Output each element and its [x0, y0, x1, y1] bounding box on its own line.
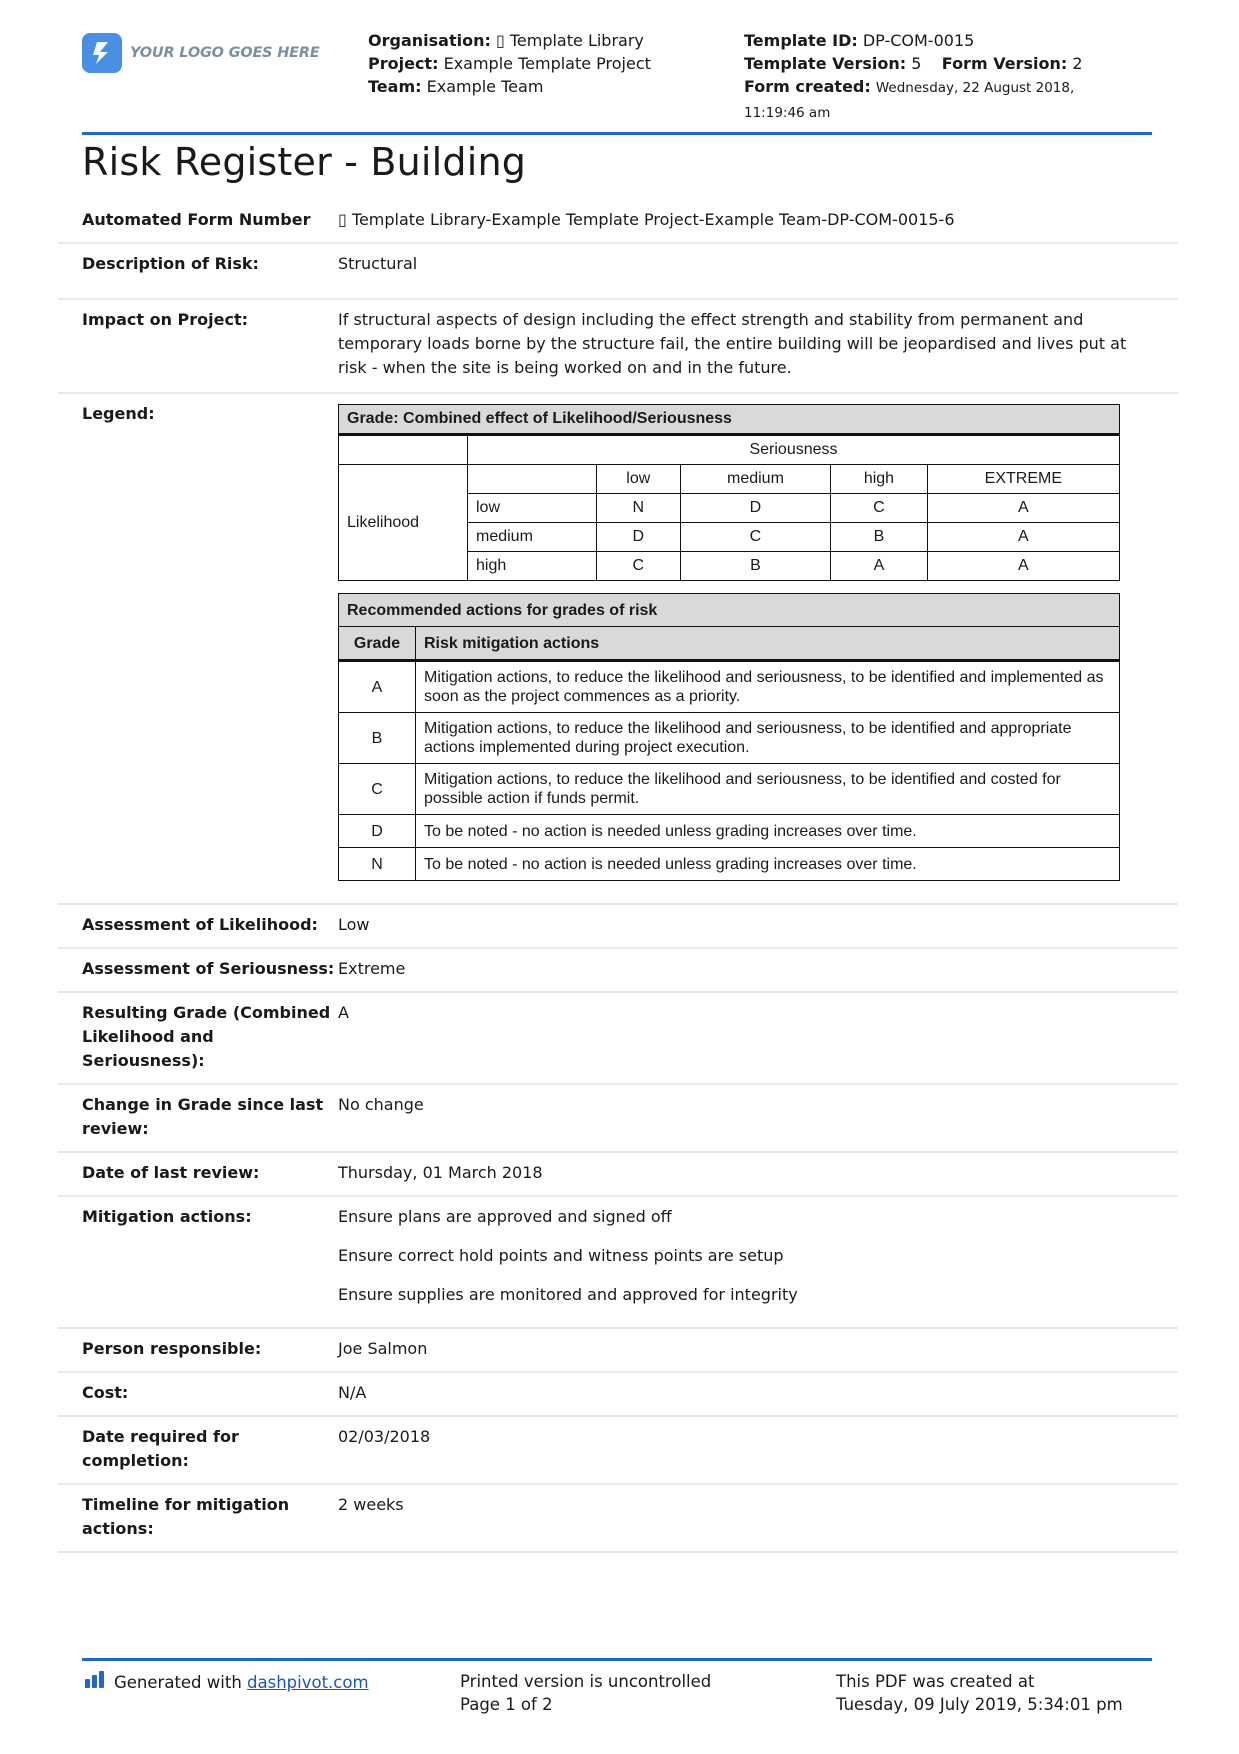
action-text: Mitigation actions, to reduce the likelihood and seriousness, to be identified and costed for possible action if funds permit.	[416, 764, 1120, 815]
team-value: Example Team	[426, 77, 544, 96]
action-grade: N	[339, 848, 416, 881]
column-header: medium	[680, 465, 831, 494]
pdf-created-value: Tuesday, 09 July 2019, 5:34:01 pm	[836, 1695, 1123, 1714]
field-row-description	[58, 244, 1178, 300]
field-label: Impact on Project:	[82, 310, 249, 329]
grade-cell: D	[680, 494, 831, 523]
row-header: medium	[468, 523, 597, 552]
field-row-mitigation	[58, 1197, 1178, 1329]
action-grade: C	[339, 764, 416, 815]
field-label: Person responsible:	[82, 1339, 262, 1358]
page-number: Page 1 of 2	[460, 1695, 553, 1714]
field-value: Low	[338, 915, 370, 934]
organisation-value: ▯ Template Library	[495, 31, 644, 50]
mitigation-item: Ensure plans are approved and signed off	[338, 1207, 672, 1226]
footer-print-info	[460, 1670, 711, 1716]
field-label: Date of last review:	[82, 1163, 260, 1182]
action-text: To be noted - no action is needed unless grading increases over time.	[416, 848, 1120, 881]
field-row-impact	[58, 300, 1178, 394]
field-label: Change in Grade since last review:	[82, 1095, 324, 1138]
form-version-value: 2	[1072, 54, 1083, 73]
grade-cell: A	[927, 494, 1119, 523]
footer-divider	[82, 1658, 1152, 1661]
footer-created-info	[836, 1670, 1123, 1716]
action-grade: A	[339, 661, 416, 713]
action-text: To be noted - no action is needed unless grading increases over time.	[416, 815, 1120, 848]
grade-cell: C	[597, 552, 681, 581]
column-header: EXTREME	[927, 465, 1119, 494]
grade-cell: A	[927, 552, 1119, 581]
field-label: Resulting Grade (Combined Likelihood and Seriousness):	[82, 1003, 331, 1070]
actions-column-header: Risk mitigation actions	[416, 627, 1120, 661]
field-value: Structural	[338, 254, 418, 273]
field-label: Mitigation actions:	[82, 1207, 252, 1226]
grade-cell: A	[831, 552, 927, 581]
row-header: high	[468, 552, 597, 581]
field-row-grade	[58, 993, 1178, 1085]
grade-column-header: Grade	[339, 627, 416, 661]
uncontrolled-notice: Printed version is uncontrolled	[460, 1672, 712, 1691]
field-row-form-number	[58, 200, 1178, 244]
field-label: Date required for completion:	[82, 1427, 239, 1470]
matrix-corner-cell	[339, 435, 468, 465]
field-label: Legend:	[82, 404, 155, 423]
action-text: Mitigation actions, to reduce the likelihood and seriousness, to be identified and appropriate actions implemented during project execution.	[416, 713, 1120, 764]
mitigation-item: Ensure correct hold points and witness points are setup	[338, 1246, 784, 1265]
actions-caption: Recommended actions for grades of risk	[339, 594, 1120, 627]
grade-cell: B	[680, 552, 831, 581]
team-label: Team:	[368, 77, 422, 96]
field-value: A	[338, 1003, 349, 1022]
field-value: Extreme	[338, 959, 406, 978]
field-row-last-review	[58, 1153, 1178, 1197]
template-id-label: Template ID:	[744, 31, 858, 50]
field-label: Automated Form Number	[82, 210, 311, 229]
project-label: Project:	[368, 54, 439, 73]
field-label: Assessment of Seriousness:	[82, 959, 335, 978]
field-value: If structural aspects of design including the effect strength and stability from permanent and temporary loads borne by the structure fail, the entire building will be jeopardised and lives put at risk - when the site is being worked on and in the future.	[338, 310, 1127, 377]
field-value: ▯ Template Library-Example Template Project-Example Team-DP-COM-0015-6	[338, 210, 955, 229]
header-divider	[82, 132, 1152, 135]
field-label: Description of Risk:	[82, 254, 259, 273]
field-value: Thursday, 01 March 2018	[338, 1163, 543, 1182]
matrix-empty-cell	[468, 465, 597, 494]
template-id-value: DP-COM-0015	[862, 31, 975, 50]
field-row-person	[58, 1329, 1178, 1373]
recommended-actions-table	[338, 593, 1120, 881]
row-header: low	[468, 494, 597, 523]
seriousness-header: Seriousness	[468, 435, 1120, 465]
legend-container	[338, 402, 1178, 881]
field-row-likelihood	[58, 905, 1178, 949]
grade-cell: N	[597, 494, 681, 523]
template-version-value: 5	[911, 54, 922, 73]
field-row-date-required	[58, 1417, 1178, 1485]
dashpivot-link[interactable]: dashpivot.com	[247, 1672, 369, 1692]
column-header: low	[597, 465, 681, 494]
field-label: Timeline for mitigation actions:	[82, 1495, 290, 1538]
header-org-info	[368, 29, 651, 98]
grade-matrix-caption: Grade: Combined effect of Likelihood/Seriousness	[339, 405, 1120, 435]
form-fields	[58, 200, 1178, 1553]
field-row-cost	[58, 1373, 1178, 1417]
pdf-created-label: This PDF was created at	[836, 1672, 1035, 1691]
footer-generated	[84, 1670, 369, 1694]
mitigation-list	[338, 1205, 1178, 1307]
field-value: Joe Salmon	[338, 1339, 428, 1358]
logo-icon	[82, 33, 122, 73]
action-text: Mitigation actions, to reduce the likelihood and seriousness, to be identified and implemented as soon as the project commences as a priority.	[416, 661, 1120, 713]
field-value: 02/03/2018	[338, 1427, 431, 1446]
form-created-value: Wednesday, 22 August 2018, 11:19:46 am	[744, 80, 1075, 121]
organisation-label: Organisation:	[368, 31, 491, 50]
template-version-label: Template Version:	[744, 54, 907, 73]
generated-prefix: Generated with	[114, 1672, 248, 1692]
field-label: Assessment of Likelihood:	[82, 915, 318, 934]
grade-cell: C	[831, 494, 927, 523]
grade-cell: A	[927, 523, 1119, 552]
header-template-info	[744, 29, 1104, 125]
mitigation-item: Ensure supplies are monitored and approved for integrity	[338, 1285, 798, 1304]
grade-cell: B	[831, 523, 927, 552]
field-row-seriousness	[58, 949, 1178, 993]
action-grade: B	[339, 713, 416, 764]
field-row-change	[58, 1085, 1178, 1153]
field-value: No change	[338, 1095, 424, 1114]
grade-cell: D	[597, 523, 681, 552]
grade-matrix-table	[338, 404, 1120, 581]
field-row-timeline	[58, 1485, 1178, 1553]
grade-cell: C	[680, 523, 831, 552]
field-label: Cost:	[82, 1383, 129, 1402]
likelihood-header: Likelihood	[339, 465, 468, 581]
company-logo	[82, 33, 320, 73]
column-header: high	[831, 465, 927, 494]
project-value: Example Template Project	[443, 54, 651, 73]
legend	[338, 402, 1120, 881]
logo-text: YOUR LOGO GOES HERE	[130, 45, 320, 61]
page-title: Risk Register - Building	[82, 140, 527, 184]
action-grade: D	[339, 815, 416, 848]
form-created-label: Form created:	[744, 77, 871, 96]
field-row-legend	[58, 394, 1178, 905]
bar-chart-icon	[84, 1670, 106, 1694]
field-value: N/A	[338, 1383, 367, 1402]
field-value: 2 weeks	[338, 1495, 404, 1514]
form-version-label: Form Version:	[941, 54, 1068, 73]
